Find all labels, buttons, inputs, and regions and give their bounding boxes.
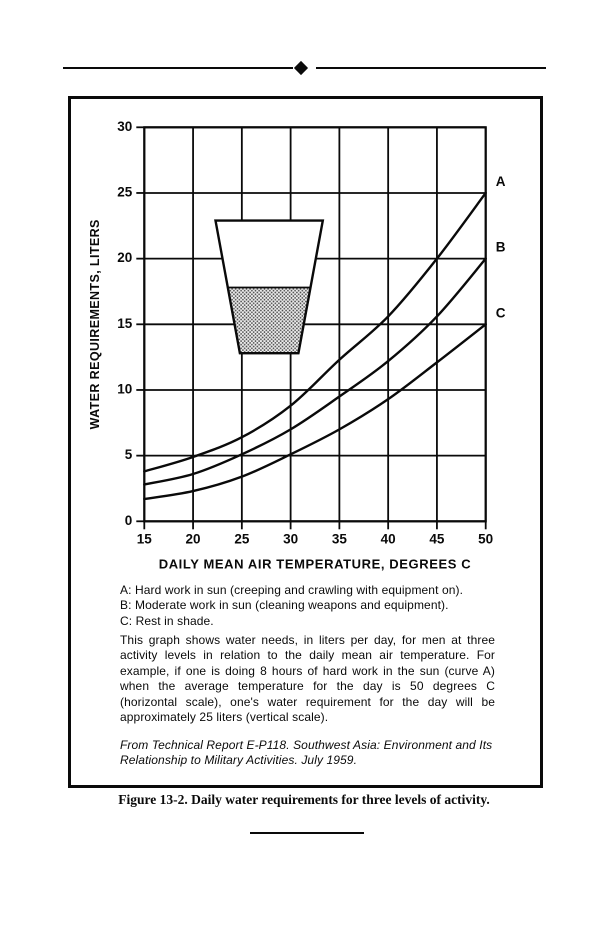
source-note: From Technical Report E-P118. Southwest Asia: Environment and Its Relationship to Military Activities. July 1959.: [120, 738, 493, 768]
y-tick-label: 20: [117, 250, 133, 266]
rule-line-right: [316, 67, 546, 69]
y-tick-label: 15: [117, 315, 133, 331]
top-divider-rule: [63, 61, 546, 75]
cup-icon: [216, 221, 323, 354]
y-tick-label: 10: [117, 381, 133, 397]
x-tick-label: 15: [136, 531, 152, 547]
x-tick-label: 25: [234, 531, 250, 547]
x-tick-label: 35: [331, 531, 347, 547]
cup-water: [228, 288, 311, 354]
curve-label-A: A: [495, 174, 506, 190]
legend-item-c: C: Rest in shade.: [120, 613, 214, 628]
curve-label-C: C: [495, 305, 506, 321]
x-tick-label: 40: [380, 531, 396, 547]
chart-grid: [136, 127, 485, 529]
rule-line-left: [63, 67, 293, 69]
x-tick-label: 45: [429, 531, 445, 547]
x-axis-title: DAILY MEAN AIR TEMPERATURE, DEGREES C: [158, 556, 472, 572]
x-tick-label: 30: [283, 531, 299, 547]
curve-legend: [120, 583, 495, 629]
water-requirements-chart: [71, 99, 540, 573]
y-tick-label: 0: [124, 512, 133, 528]
figure-frame: [68, 96, 543, 788]
curve-B: [144, 259, 485, 485]
y-tick-label: 30: [117, 118, 133, 134]
legend-item-b: B: Moderate work in sun (cleaning weapons and equipment).: [120, 598, 449, 613]
x-tick-label: 20: [185, 531, 201, 547]
description-paragraph: This graph shows water needs, in liters per day, for men at three activity levels in relation to the daily mean air temperature. For example, if one is doing 8 hours of hard work in the sun (curve A) when the average temperature for the day is 50 degrees C (horizontal scale), one's water requirement for the day will be approximately 25 liters (vertical scale).: [120, 633, 495, 725]
y-tick-label: 25: [117, 184, 133, 200]
bottom-short-rule: [250, 832, 364, 834]
x-tick-label: 50: [478, 531, 494, 547]
water-chart-svg: [71, 99, 540, 573]
figure-caption: Figure 13-2. Daily water requirements for three levels of activity.: [118, 792, 490, 807]
diamond-icon: [294, 61, 308, 75]
curve-label-B: B: [495, 239, 506, 255]
y-tick-label: 5: [124, 447, 133, 463]
y-axis-title: WATER REQUIREMENTS, LITERS: [88, 219, 102, 430]
legend-item-a: A: Hard work in sun (creeping and crawling with equipment on).: [120, 583, 464, 597]
